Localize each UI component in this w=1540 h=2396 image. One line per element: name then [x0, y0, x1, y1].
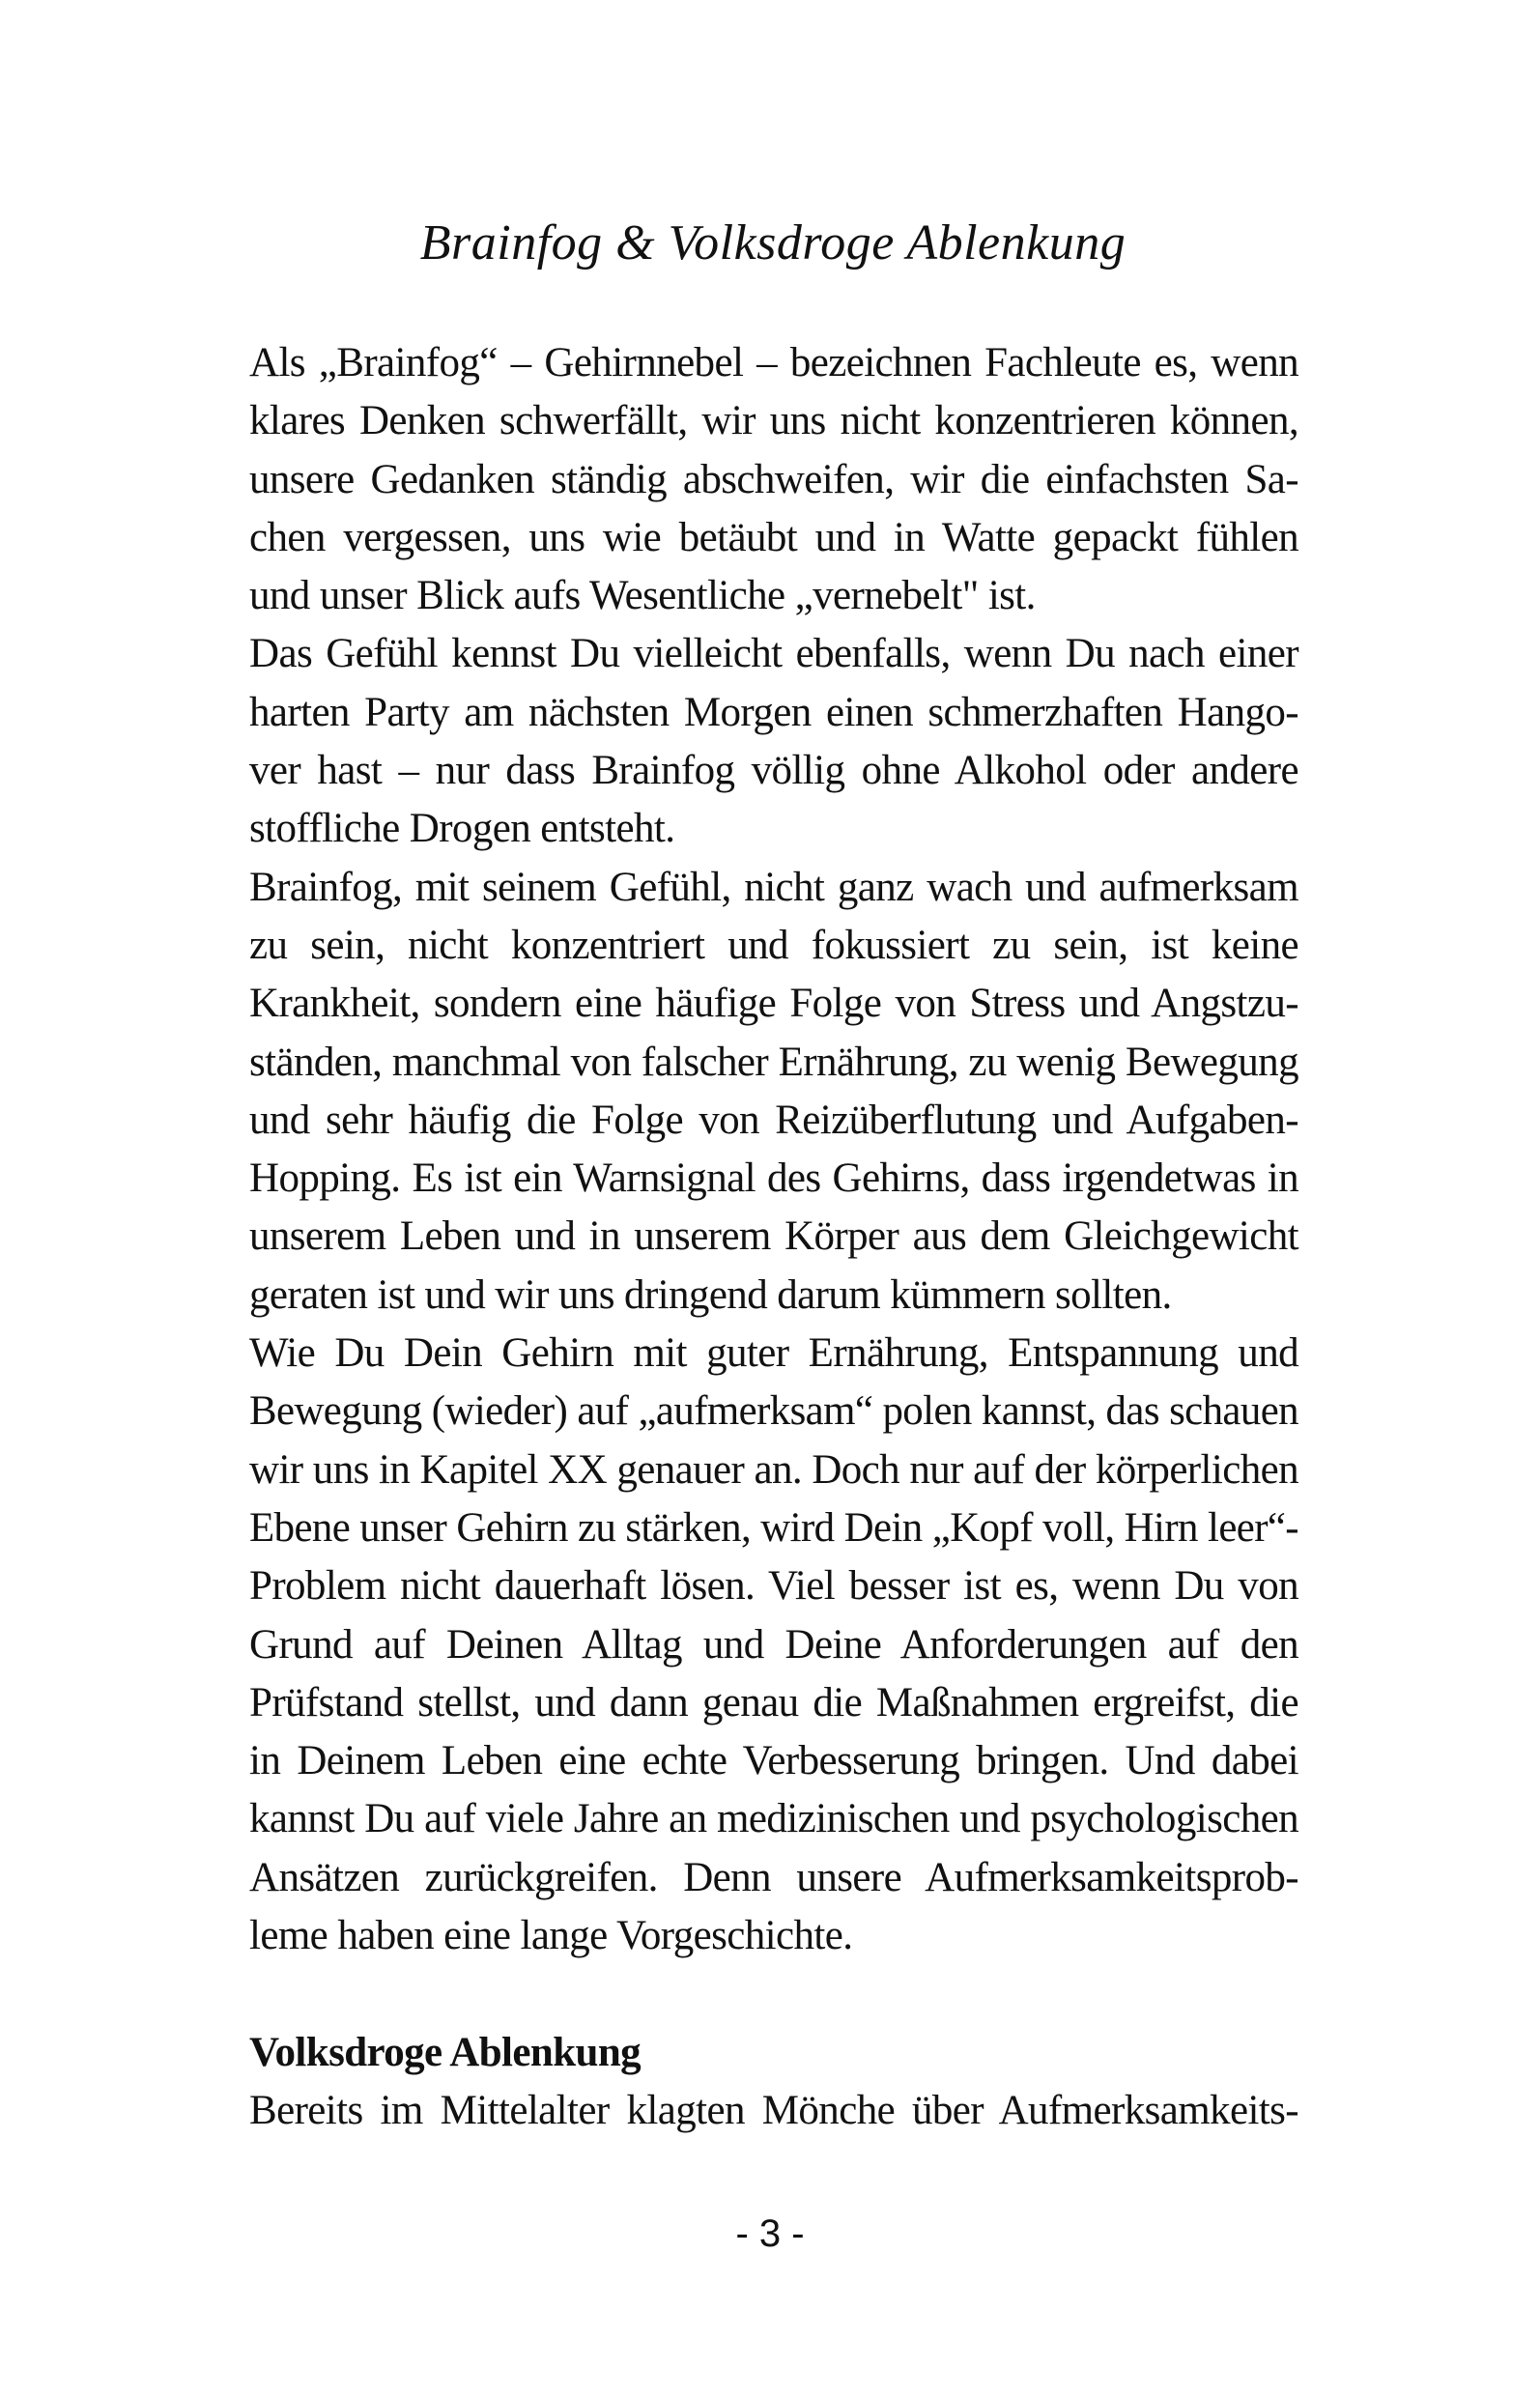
section-spacer — [249, 1965, 1298, 2023]
text-line: Als „Brainfog“ – Gehirnnebel – bezeichnen Fachleute es, wenn — [249, 340, 1298, 385]
body-text — [249, 334, 1298, 2140]
text-line: Brainfog, mit seinem Gefühl, nicht ganz wach und aufmerksam — [249, 864, 1298, 910]
text-line: und unser Blick aufs Wesentliche „vernebelt" ist. — [249, 573, 1036, 619]
text-line: leme haben eine lange Vorgeschichte. — [249, 1913, 853, 1959]
text-line: zu sein, nicht konzentriert und fokussiert zu sein, ist keine — [249, 922, 1298, 968]
text-line: Krankheit, sondern eine häufige Folge von Stress und Angstzu- — [249, 981, 1298, 1027]
paragraph-causes — [249, 859, 1298, 1325]
text-line: stoffliche Drogen entsteht. — [249, 806, 675, 852]
text-line: Das Gefühl kennst Du vielleicht ebenfalls, wenn Du nach einer — [249, 631, 1298, 677]
text-line: geraten ist und wir uns dringend darum kümmern sollten. — [249, 1271, 1172, 1318]
text-line: und sehr häufig die Folge von Reizüberflutung und Aufgaben- — [249, 1097, 1298, 1143]
text-line: wir uns in Kapitel XX genauer an. Doch nur auf der körperlichen — [249, 1446, 1298, 1493]
text-line: chen vergessen, uns wie betäubt und in Watte gepackt fühlen — [249, 514, 1298, 560]
text-line: unserem Leben und in unserem Körper aus dem Gleichgewicht — [249, 1213, 1298, 1260]
text-line: harten Party am nächsten Morgen einen schmerzhaften Hango- — [249, 689, 1298, 735]
chapter-title: Brainfog & Volksdroge Ablenkung — [419, 215, 1126, 271]
text-line: Bereits im Mittelalter klagten Mönche über Aufmerksamkeits- — [249, 2087, 1298, 2133]
text-line: Ansätzen zurückgreifen. Denn unsere Aufmerksamkeitsprob- — [249, 1854, 1298, 1900]
text-line: Bewegung (wieder) auf „aufmerksam“ polen kannst, das schauen — [249, 1388, 1298, 1435]
text-line: Ebene unser Gehirn zu stärken, wird Dein „Kopf voll, Hirn leer“- — [249, 1504, 1298, 1551]
text-line: kannst Du auf viele Jahre an medizinischen und psychologischen — [249, 1796, 1298, 1842]
text-line: klares Denken schwerfällt, wir uns nicht konzentrieren können, — [249, 398, 1298, 444]
paragraph-solutions — [249, 1325, 1298, 1965]
text-line: in Deinem Leben eine echte Verbesserung bringen. Und dabei — [249, 1738, 1298, 1784]
text-line: Problem nicht dauerhaft lösen. Viel besser ist es, wenn Du von — [249, 1563, 1298, 1610]
paragraph-section-intro — [249, 2082, 1298, 2140]
text-line: Grund auf Deinen Alltag und Deine Anforderungen auf den — [249, 1621, 1298, 1668]
text-line: ständen, manchmal von falscher Ernährung, zu wenig Bewegung — [249, 1039, 1298, 1085]
paragraph-brainfog-definition — [249, 334, 1298, 625]
text-line: Wie Du Dein Gehirn mit guter Ernährung, Entspannung und — [249, 1330, 1298, 1377]
text-line: unsere Gedanken ständig abschweifen, wir die einfachsten Sa- — [249, 456, 1298, 502]
text-line: Hopping. Es ist ein Warnsignal des Gehirns, dass irgendetwas in — [249, 1155, 1298, 1202]
paragraph-hangover-comparison — [249, 625, 1298, 858]
page-number: - 3 - — [735, 2212, 805, 2255]
text-line: Prüfstand stellst, und dann genau die Maßnahmen ergreifst, die — [249, 1679, 1298, 1726]
section-heading: Volksdroge Ablenkung — [249, 2029, 642, 2075]
text-line: ver hast – nur dass Brainfog völlig ohne Alkohol oder andere — [249, 748, 1298, 794]
